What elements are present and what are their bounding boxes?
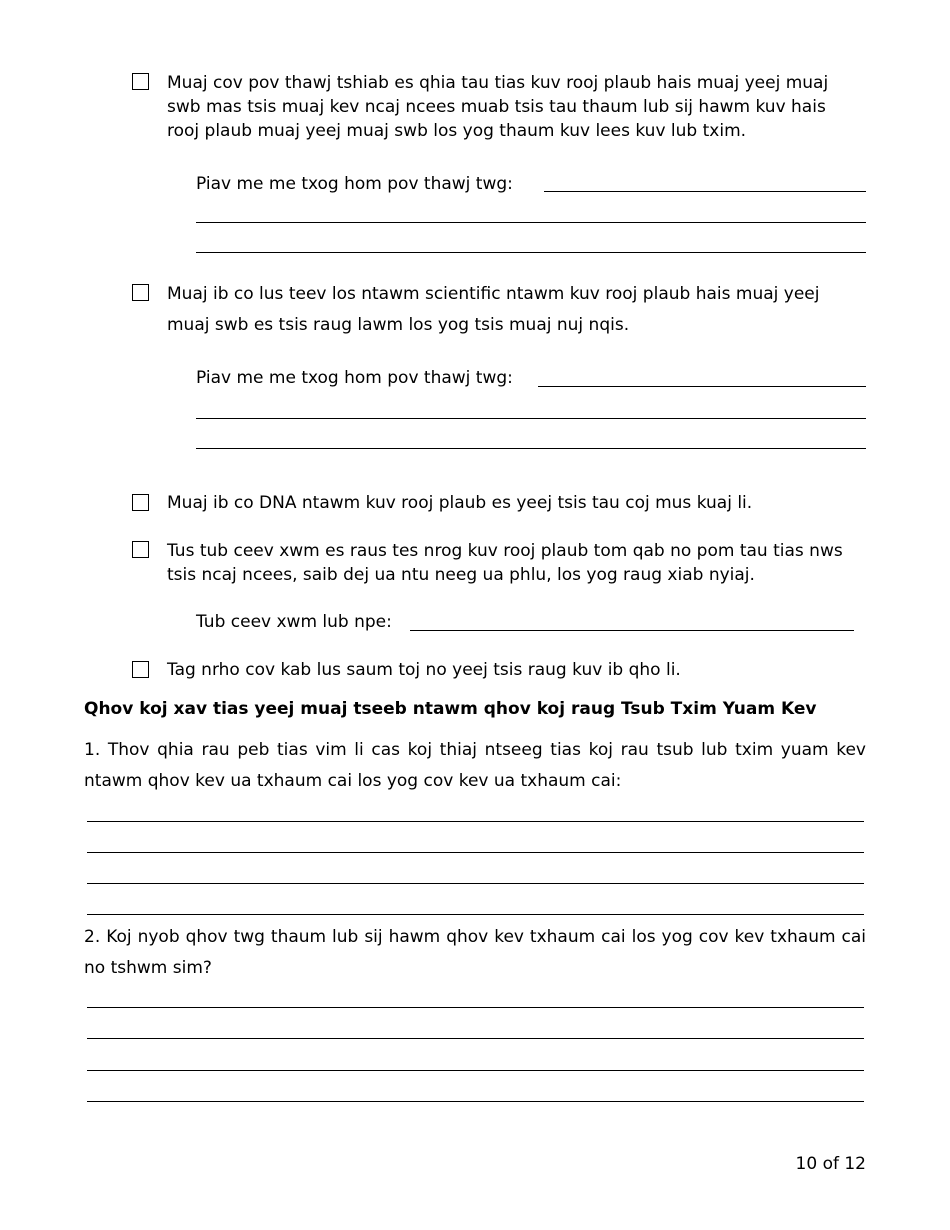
item-new-evidence-text: Muaj cov pov thawj tshiab es qhia tau tias kuv rooj plaub hais muaj yeej muaj swb mas tsis muaj kev ncaj ncees muab tsis tau thaum lub sij hawm kuv hais rooj plaub muaj yeej muaj swb los yog thaum kuv lees kuv lub txim. (167, 73, 829, 141)
item-none-apply-text: Tag nrho cov kab lus saum toj no yeej tsis raug kuv ib qho li. (167, 660, 681, 680)
checkbox-officer-misconduct[interactable] (132, 541, 149, 558)
section-heading: Qhov koj xav tias yeej muaj tseeb ntawm qhov koj raug Tsub Txim Yuam Kev (84, 699, 817, 719)
page-number: 10 of 12 (795, 1154, 866, 1174)
answer-line[interactable] (87, 914, 864, 915)
checkbox-untested-dna[interactable] (132, 494, 149, 511)
answer-line[interactable] (87, 1007, 864, 1008)
answer-line[interactable] (87, 883, 864, 884)
checkbox-new-evidence[interactable] (132, 73, 149, 90)
answer-line[interactable] (87, 1101, 864, 1102)
answer-line[interactable] (196, 222, 866, 223)
answer-line[interactable] (87, 1070, 864, 1071)
item-officer-misconduct-prompt: Tub ceev xwm lub npe: (196, 612, 392, 632)
answer-line[interactable] (87, 1038, 864, 1039)
item-officer-misconduct-text: Tus tub ceev xwm es raus tes nrog kuv rooj plaub tom qab no pom tau tias nws tsis ncaj ncees, saib dej ua ntu neeg ua phlu, los yog raug xiab nyiaj. (167, 541, 843, 585)
answer-line[interactable] (87, 852, 864, 853)
answer-line[interactable] (196, 252, 866, 253)
answer-line[interactable] (544, 191, 866, 192)
item-untested-dna-text: Muaj ib co DNA ntawm kuv rooj plaub es yeej tsis tau coj mus kuaj li. (167, 493, 753, 513)
answer-line[interactable] (196, 448, 866, 449)
item-scientific-testimony-text: Muaj ib co lus teev los ntawm scientific ntawm kuv rooj plaub hais muaj yeej muaj swb es tsis raug lawm los yog tsis muaj nuj nqis. (167, 284, 820, 335)
checkbox-scientific-testimony[interactable] (132, 284, 149, 301)
answer-line[interactable] (196, 418, 866, 419)
item-scientific-testimony-prompt: Piav me me txog hom pov thawj twg: (196, 368, 513, 388)
officer-name-line[interactable] (410, 630, 854, 631)
answer-line[interactable] (87, 821, 864, 822)
answer-line[interactable] (538, 386, 866, 387)
item-new-evidence-prompt: Piav me me txog hom pov thawj twg: (196, 174, 513, 194)
checkbox-none-apply[interactable] (132, 661, 149, 678)
question-1-text: 1. Thov qhia rau peb tias vim li cas koj thiaj ntseeg tias koj rau tsub lub txim yuam kev ntawm qhov kev ua txhaum cai los yog cov kev ua txhaum cai: (84, 740, 866, 791)
question-2-text: 2. Koj nyob qhov twg thaum lub sij hawm qhov kev txhaum cai los yog cov kev txhaum cai no tshwm sim? (84, 927, 866, 978)
